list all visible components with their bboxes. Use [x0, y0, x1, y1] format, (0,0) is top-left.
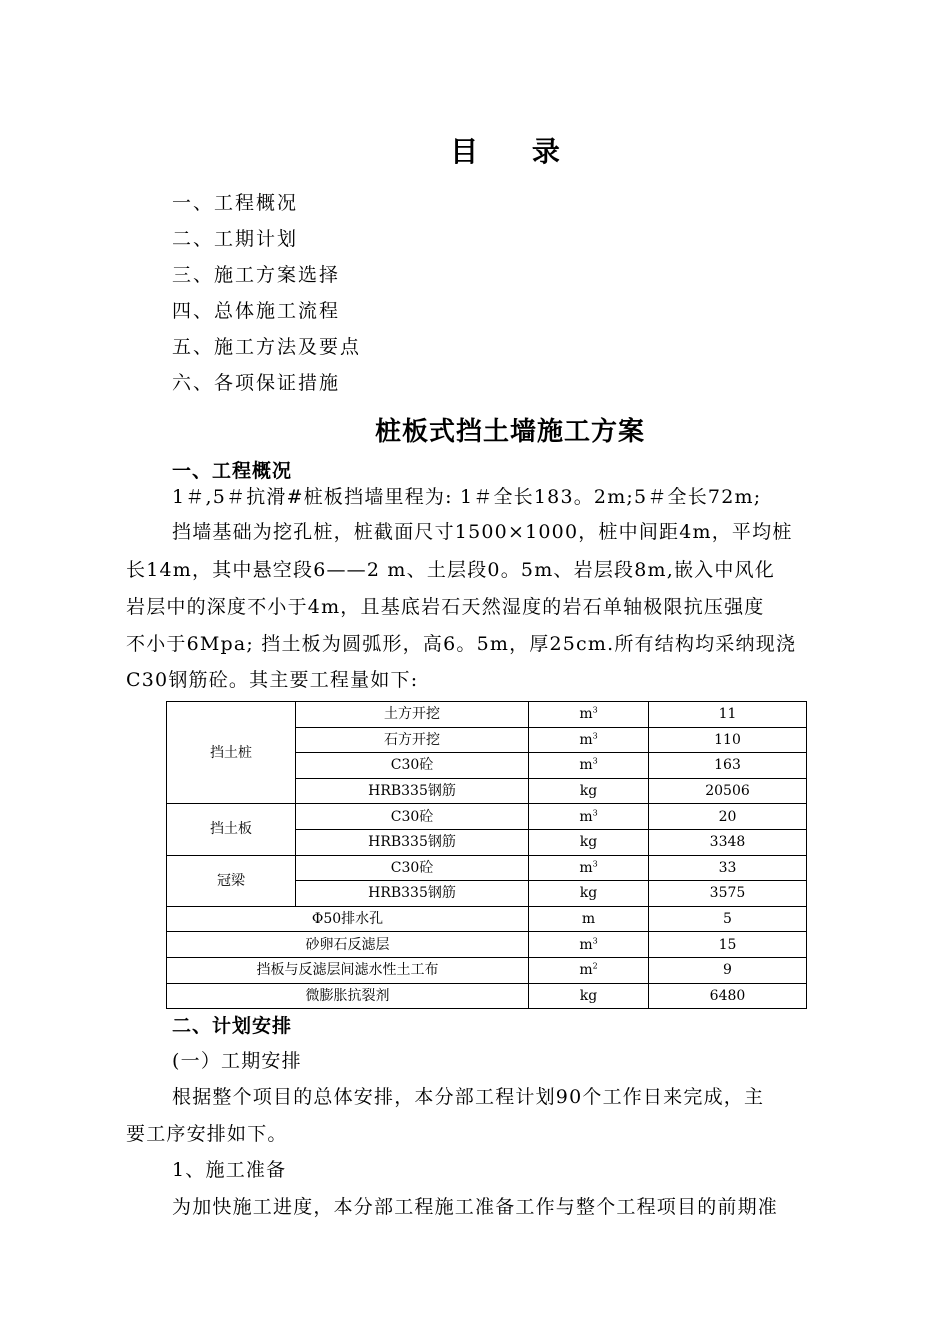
unit-cell: m [529, 906, 649, 932]
toc-item: 三、施工方案选择 [172, 264, 341, 286]
table-row [167, 983, 807, 1009]
item-cell: C30砼 [296, 804, 529, 830]
quantity-cell: 15 [649, 932, 807, 958]
paragraph-line: 岩层中的深度不小于4m，且基底岩石天然湿度的岩石单轴极限抗压强度 [126, 596, 765, 618]
quantity-cell: 163 [649, 753, 807, 779]
list-item-heading: 1、施工准备 [172, 1159, 287, 1181]
paragraph-line: 要工序安排如下。 [126, 1123, 288, 1145]
item-cell: 挡板与反滤层间滤水性土工布 [167, 957, 529, 983]
paragraph-line: 挡墙基础为挖孔桩，桩截面尺寸1500×1000，桩中间距4m，平均桩 [172, 521, 793, 543]
item-cell: Φ50排水孔 [167, 906, 529, 932]
quantity-cell: 5 [649, 906, 807, 932]
quantity-cell: 33 [649, 855, 807, 881]
unit-cell: kg [529, 829, 649, 855]
item-cell: 砂卵石反滤层 [167, 932, 529, 958]
paragraph-line: 1＃,5＃抗滑#桩板挡墙里程为: 1＃全长183。2m;5＃全长72m; [172, 486, 762, 508]
unit-cell: $m^3$ [529, 753, 649, 779]
table-row [167, 906, 807, 932]
group-name-cell: 挡土板 [167, 804, 296, 855]
table-row [167, 702, 807, 728]
paragraph-line: 根据整个项目的总体安排，本分部工程计划90个工作日来完成，主 [172, 1086, 765, 1108]
group-name-cell: 冠梁 [167, 855, 296, 906]
unit-cell: kg [529, 778, 649, 804]
paragraph-line: 不小于6Mpa; 挡土板为圆弧形，高6。5m，厚25cm.所有结构均采纳现浇 [126, 633, 797, 655]
toc-item: 一、工程概况 [172, 192, 299, 214]
unit-cell: kg [529, 881, 649, 907]
unit-cell: $m^3$ [529, 804, 649, 830]
subsection-heading: (一）工期安排 [172, 1050, 302, 1072]
quantity-cell: 3575 [649, 881, 807, 907]
item-cell: HRB335钢筋 [296, 778, 529, 804]
table-row [167, 804, 807, 830]
toc-item: 五、施工方法及要点 [172, 336, 362, 358]
item-cell: 土方开挖 [296, 702, 529, 728]
unit-cell: $m^3$ [529, 855, 649, 881]
paragraph-line: C30钢筋砼。其主要工程量如下: [126, 669, 419, 691]
quantity-cell: 3348 [649, 829, 807, 855]
unit-cell: $m^3$ [529, 727, 649, 753]
quantity-cell: 110 [649, 727, 807, 753]
item-cell: C30砼 [296, 753, 529, 779]
toc-title: 目 录 [450, 135, 582, 168]
quantity-cell: 9 [649, 957, 807, 983]
paragraph-line: 长14m，其中悬空段6——2 m、土层段0。5m、岩层段8m,嵌入中风化 [126, 559, 775, 581]
quantities-table [166, 701, 807, 1009]
table-row [167, 932, 807, 958]
toc-item: 二、工期计划 [172, 228, 299, 250]
quantity-cell: 20 [649, 804, 807, 830]
unit-cell: $m^3$ [529, 932, 649, 958]
quantity-cell: 11 [649, 702, 807, 728]
item-cell: C30砼 [296, 855, 529, 881]
unit-cell: $m^2$ [529, 957, 649, 983]
group-name-cell: 挡土桩 [167, 702, 296, 804]
unit-cell: kg [529, 983, 649, 1009]
section-heading-overview: 一、工程概况 [172, 460, 293, 482]
table-row [167, 957, 807, 983]
item-cell: 石方开挖 [296, 727, 529, 753]
toc-item: 六、各项保证措施 [172, 372, 341, 394]
document-title: 桩板式挡土墙施工方案 [374, 417, 645, 447]
item-cell: HRB335钢筋 [296, 829, 529, 855]
quantity-cell: 6480 [649, 983, 807, 1009]
section-heading-plan: 二、计划安排 [172, 1015, 293, 1037]
paragraph-line: 为加快施工进度，本分部工程施工准备工作与整个工程项目的前期准 [172, 1196, 779, 1218]
toc-item: 四、总体施工流程 [172, 300, 341, 322]
item-cell: HRB335钢筋 [296, 881, 529, 907]
table-row [167, 855, 807, 881]
item-cell: 微膨胀抗裂剂 [167, 983, 529, 1009]
unit-cell: $m^3$ [529, 702, 649, 728]
quantity-cell: 20506 [649, 778, 807, 804]
